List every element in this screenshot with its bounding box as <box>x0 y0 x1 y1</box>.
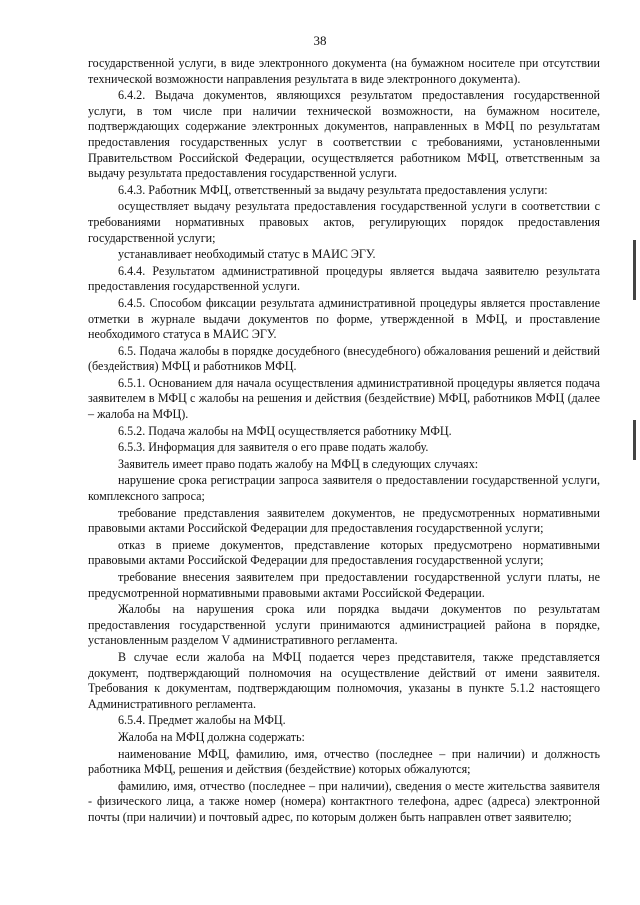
scan-edge-mark <box>633 240 636 300</box>
paragraph: В случае если жалоба на МФЦ подается через представителя, также представляется документ, подтверждающий полномочия на осуществление действий от имени заявителя. Требования к документам, подтверждающим полномочия, указаны в пункте 5.1.2 настоящего Административного регламента. <box>88 649 600 711</box>
paragraph: устанавливает необходимый статус в МАИС ЭГУ. <box>118 247 376 262</box>
paragraph: Жалоба на МФЦ должна содержать: <box>118 729 305 744</box>
paragraph: 6.5.3. Информация для заявителя о его праве подать жалобу. <box>118 440 429 455</box>
paragraph: Заявитель имеет право подать жалобу на МФЦ в следующих случаях: <box>118 456 479 471</box>
paragraph: 6.5.4. Предмет жалобы на МФЦ. <box>118 713 286 728</box>
scan-edge-mark <box>633 420 636 460</box>
paragraph: требование представления заявителем документов, не предусмотренных нормативными правовыми актами Российской Федерации для предоставления государственной услуги; <box>88 505 600 536</box>
paragraph: наименование МФЦ, фамилию, имя, отчество (последнее – при наличии) и должность работника МФЦ, решения и действия (бездействие) которых обжалуются; <box>88 746 600 777</box>
paragraph: фамилию, имя, отчество (последнее – при наличии), сведения о месте жительства заявителя - физического лица, а также номер (номера) контактного телефона, адрес (адреса) электронной почты (при наличии) и почтовый адрес, по которым должен быть направлен ответ заявителю; <box>88 778 600 824</box>
paragraph: 6.5. Подача жалобы в порядке досудебного (внесудебного) обжалования решений и действий (бездействия) МФЦ и работников МФЦ. <box>88 343 600 374</box>
paragraph: государственной услуги, в виде электронного документа (на бумажном носителе при отсутствии технической возможности направления результата в виде электронного документа). <box>88 56 600 86</box>
document-body <box>88 56 600 827</box>
paragraph: осуществляет выдачу результата предоставления государственной услуги в соответствии с требованиями нормативных правовых актов, регулирующих порядок предоставления государственной услуги; <box>88 199 600 245</box>
paragraph: 6.4.3. Работник МФЦ, ответственный за выдачу результата предоставления услуги: <box>118 182 548 197</box>
paragraph: отказ в приеме документов, представление которых предусмотрено нормативными правовыми актами Российской Федерации для предоставления государственной услуги; <box>88 537 600 568</box>
paragraph: 6.5.1. Основанием для начала осуществления административной процедуры является подача заявителем в МФЦ с жалобы на решения и действия (бездействие) МФЦ, работников МФЦ (далее – жалоба на МФЦ). <box>88 375 600 422</box>
paragraph: требование внесения заявителем при предоставлении государственной услуги платы, не предусмотренной нормативными правовыми актами Российской Федерации. <box>88 570 600 600</box>
paragraph: 6.4.2. Выдача документов, являющихся результатом предоставления государственной услуги, в том числе при наличии технической возможности, на бумажном носителе, подтверждающих содержание электронных документов, направленных в МФЦ по результатам предоставления государственных услуг в соответствии с требованиями, установленными Правительством Российской Федерации, осуществляется работником МФЦ, ответственным за выдачу результата предоставления государственной услуги. <box>88 88 600 181</box>
paragraph: 6.4.5. Способом фиксации результата административной процедуры является проставление отметки в журнале выдачи документов по форме, утвержденной в МФЦ, и проставление необходимого статуса в МАИС ЭГУ. <box>88 295 600 342</box>
paragraph: нарушение срока регистрации запроса заявителя о предоставлении государственной услуги, комплексного запроса; <box>88 473 600 504</box>
paragraph: 6.5.2. Подача жалобы на МФЦ осуществляется работнику МФЦ. <box>118 423 452 438</box>
page-number: 38 <box>313 33 327 48</box>
paragraph: Жалобы на нарушения срока или порядка выдачи документов по результатам предоставления государственной услуги принимаются администрацией района в порядке, установленным разделом V административного регламента. <box>88 602 600 648</box>
paragraph: 6.4.4. Результатом административной процедуры является выдача заявителю результата предоставления государственной услуги. <box>88 263 600 294</box>
